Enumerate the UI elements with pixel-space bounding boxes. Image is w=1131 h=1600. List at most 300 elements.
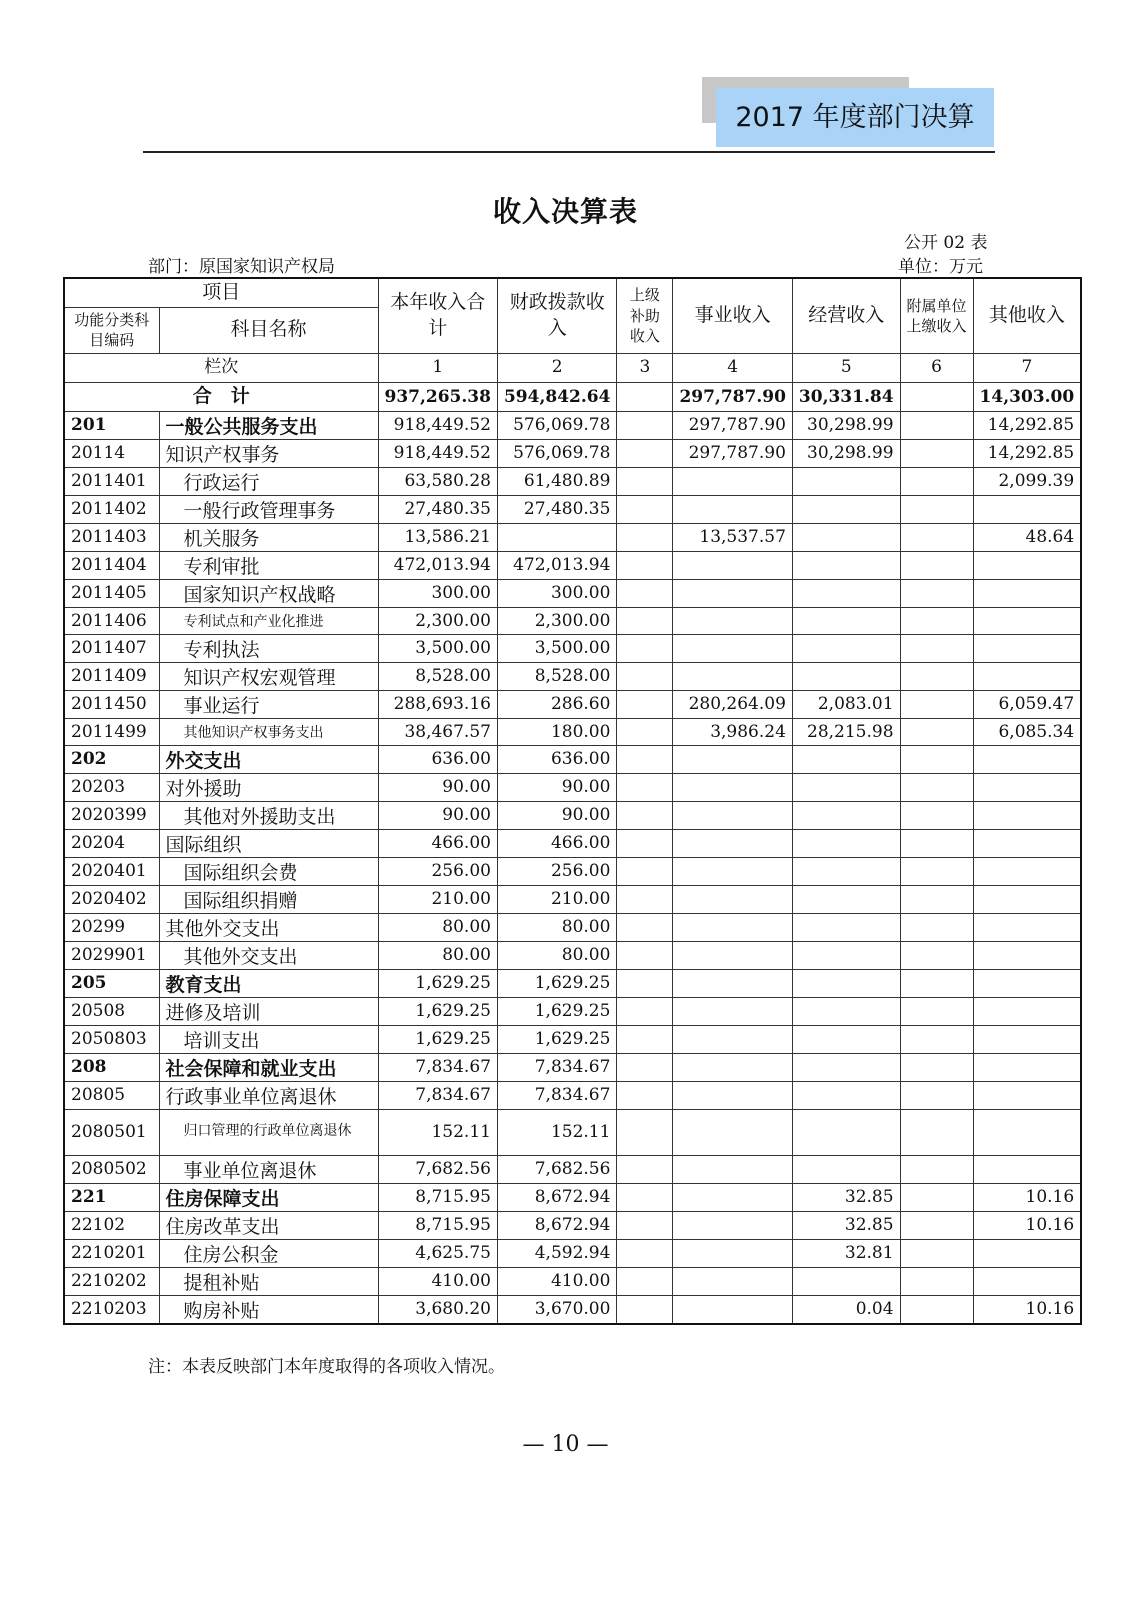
row-cell [792, 913, 900, 941]
row-cell: 13,537.57 [673, 523, 792, 551]
row-cell [792, 551, 900, 579]
row-cell [792, 969, 900, 997]
row-cell: 6,085.34 [973, 718, 1081, 745]
row-cell [900, 634, 973, 662]
row-code: 2020402 [64, 885, 159, 913]
row-cell [673, 885, 792, 913]
table-row [64, 801, 1081, 829]
row-cell [617, 969, 673, 997]
row-cell: 300.00 [378, 579, 497, 607]
row-cell [617, 745, 673, 773]
row-code: 20204 [64, 829, 159, 857]
row-cell [617, 1155, 673, 1183]
row-code: 2011403 [64, 523, 159, 551]
row-cell [900, 607, 973, 634]
total-cell: 297,787.90 [673, 382, 792, 411]
row-cell: 8,672.94 [497, 1211, 616, 1239]
row-name: 提租补贴 [159, 1267, 378, 1295]
row-cell: 2,300.00 [378, 607, 497, 634]
table-row [64, 1239, 1081, 1267]
row-cell: 636.00 [497, 745, 616, 773]
header-rule [143, 151, 995, 153]
row-cell [673, 1155, 792, 1183]
row-code: 2011406 [64, 607, 159, 634]
row-cell: 7,834.67 [378, 1053, 497, 1081]
table-row [64, 1025, 1081, 1053]
row-cell: 472,013.94 [497, 551, 616, 579]
row-name: 行政事业单位离退休 [159, 1081, 378, 1109]
row-cell: 1,629.25 [378, 1025, 497, 1053]
row-cell: 288,693.16 [378, 690, 497, 718]
lanci-num: 5 [792, 353, 900, 382]
row-cell [617, 941, 673, 969]
row-code: 2029901 [64, 941, 159, 969]
total-cell: 937,265.38 [378, 382, 497, 411]
row-name: 机关服务 [159, 523, 378, 551]
table-row [64, 634, 1081, 662]
row-cell [973, 801, 1081, 829]
header-c7: 其他收入 [973, 278, 1081, 353]
header-c6: 附属单位上缴收入 [900, 278, 973, 353]
row-cell [617, 690, 673, 718]
row-cell: 466.00 [497, 829, 616, 857]
row-cell [617, 1053, 673, 1081]
row-cell: 8,528.00 [497, 662, 616, 690]
row-cell [900, 439, 973, 467]
lanci-num: 3 [617, 353, 673, 382]
row-cell: 410.00 [378, 1267, 497, 1295]
row-cell [792, 885, 900, 913]
row-cell: 576,069.78 [497, 439, 616, 467]
row-cell [900, 913, 973, 941]
row-cell [673, 467, 792, 495]
row-cell: 13,586.21 [378, 523, 497, 551]
row-cell: 7,834.67 [497, 1053, 616, 1081]
row-name: 事业单位离退休 [159, 1155, 378, 1183]
row-cell: 3,670.00 [497, 1295, 616, 1324]
table-row [64, 1211, 1081, 1239]
row-cell: 180.00 [497, 718, 616, 745]
row-cell [617, 1211, 673, 1239]
row-cell: 152.11 [378, 1109, 497, 1155]
row-cell [497, 523, 616, 551]
row-cell [900, 1211, 973, 1239]
row-cell [617, 634, 673, 662]
row-cell [617, 885, 673, 913]
row-cell [617, 1109, 673, 1155]
row-code: 20114 [64, 439, 159, 467]
department-label: 部门：原国家知识产权局 [148, 257, 335, 277]
total-cell: 594,842.64 [497, 382, 616, 411]
table-row [64, 745, 1081, 773]
row-cell: 80.00 [378, 913, 497, 941]
row-name: 国际组织 [159, 829, 378, 857]
table-row [64, 1295, 1081, 1324]
row-name: 住房改革支出 [159, 1211, 378, 1239]
row-cell: 918,449.52 [378, 439, 497, 467]
row-cell [973, 829, 1081, 857]
row-cell: 1,629.25 [497, 969, 616, 997]
row-cell: 210.00 [378, 885, 497, 913]
row-cell [900, 829, 973, 857]
row-cell [792, 857, 900, 885]
row-code: 2011405 [64, 579, 159, 607]
row-cell: 4,625.75 [378, 1239, 497, 1267]
row-name: 其他外交支出 [159, 941, 378, 969]
row-cell [617, 607, 673, 634]
page-title: 收入决算表 [492, 195, 638, 228]
table-row [64, 913, 1081, 941]
row-cell [673, 913, 792, 941]
row-cell [900, 801, 973, 829]
row-cell: 6,059.47 [973, 690, 1081, 718]
row-code: 205 [64, 969, 159, 997]
header-c5: 经营收入 [792, 278, 900, 353]
row-cell [673, 579, 792, 607]
header-c4: 事业收入 [673, 278, 792, 353]
row-cell [617, 718, 673, 745]
row-cell [792, 467, 900, 495]
row-cell [973, 1109, 1081, 1155]
row-cell: 1,629.25 [378, 997, 497, 1025]
row-cell: 61,480.89 [497, 467, 616, 495]
row-cell [792, 1081, 900, 1109]
row-cell [673, 1295, 792, 1324]
row-cell [792, 579, 900, 607]
row-cell: 90.00 [497, 801, 616, 829]
table-row [64, 467, 1081, 495]
row-cell [617, 523, 673, 551]
row-cell [792, 1109, 900, 1155]
row-cell [900, 969, 973, 997]
row-cell [900, 1183, 973, 1211]
row-cell [673, 1211, 792, 1239]
row-cell [900, 662, 973, 690]
row-cell [973, 1267, 1081, 1295]
table-row [64, 1155, 1081, 1183]
lanci-num: 1 [378, 353, 497, 382]
row-name: 购房补贴 [159, 1295, 378, 1324]
row-code: 202 [64, 745, 159, 773]
income-table [63, 277, 1082, 1325]
row-cell [792, 662, 900, 690]
lanci-num: 2 [497, 353, 616, 382]
row-cell [673, 969, 792, 997]
lanci-num: 4 [673, 353, 792, 382]
table-row [64, 718, 1081, 745]
row-code: 2011450 [64, 690, 159, 718]
table-row [64, 1183, 1081, 1211]
lanci-num: 7 [973, 353, 1081, 382]
table-row [64, 829, 1081, 857]
row-cell: 152.11 [497, 1109, 616, 1155]
row-name: 事业运行 [159, 690, 378, 718]
row-cell: 7,834.67 [378, 1081, 497, 1109]
row-name: 其他外交支出 [159, 913, 378, 941]
row-cell [973, 1239, 1081, 1267]
row-cell [973, 941, 1081, 969]
row-cell: 576,069.78 [497, 411, 616, 439]
row-cell [973, 1025, 1081, 1053]
row-cell: 466.00 [378, 829, 497, 857]
row-code: 2011401 [64, 467, 159, 495]
total-row [64, 382, 1081, 411]
row-cell [973, 773, 1081, 801]
row-name: 社会保障和就业支出 [159, 1053, 378, 1081]
row-cell: 27,480.35 [378, 495, 497, 523]
lanci-num: 6 [900, 353, 973, 382]
row-code: 20299 [64, 913, 159, 941]
total-cell [617, 382, 673, 411]
row-cell [673, 634, 792, 662]
header-code: 功能分类科目编码 [64, 307, 159, 353]
row-code: 2011499 [64, 718, 159, 745]
table-row [64, 1267, 1081, 1295]
row-cell [900, 523, 973, 551]
row-cell: 472,013.94 [378, 551, 497, 579]
row-cell [673, 1109, 792, 1155]
row-cell: 30,298.99 [792, 439, 900, 467]
header-name: 科目名称 [159, 307, 378, 353]
table-row [64, 662, 1081, 690]
row-cell [900, 411, 973, 439]
table-row [64, 997, 1081, 1025]
table-row [64, 690, 1081, 718]
row-cell [673, 801, 792, 829]
row-name: 进修及培训 [159, 997, 378, 1025]
row-cell [900, 467, 973, 495]
row-cell [792, 1267, 900, 1295]
row-cell: 286.60 [497, 690, 616, 718]
row-code: 221 [64, 1183, 159, 1211]
row-cell [900, 997, 973, 1025]
row-code: 2050803 [64, 1025, 159, 1053]
row-name: 外交支出 [159, 745, 378, 773]
row-name: 归口管理的行政单位离退休 [159, 1109, 378, 1155]
row-cell [617, 857, 673, 885]
row-code: 2210201 [64, 1239, 159, 1267]
row-cell [792, 1053, 900, 1081]
row-cell [792, 941, 900, 969]
row-code: 2020399 [64, 801, 159, 829]
row-name: 一般行政管理事务 [159, 495, 378, 523]
row-cell: 300.00 [497, 579, 616, 607]
row-cell: 80.00 [497, 941, 616, 969]
row-code: 22102 [64, 1211, 159, 1239]
row-cell [617, 997, 673, 1025]
row-cell [792, 523, 900, 551]
row-cell [673, 1239, 792, 1267]
row-cell: 8,672.94 [497, 1183, 616, 1211]
row-cell: 2,099.39 [973, 467, 1081, 495]
row-cell: 90.00 [378, 801, 497, 829]
row-cell [617, 1081, 673, 1109]
row-cell [673, 997, 792, 1025]
row-code: 2011407 [64, 634, 159, 662]
row-cell: 48.64 [973, 523, 1081, 551]
row-cell [617, 1295, 673, 1324]
row-cell [900, 1239, 973, 1267]
row-cell [900, 1025, 973, 1053]
page-number: — 10 — [522, 1432, 609, 1457]
header-item: 项目 [64, 278, 378, 307]
row-cell [792, 607, 900, 634]
row-cell: 3,500.00 [378, 634, 497, 662]
row-cell: 918,449.52 [378, 411, 497, 439]
table-row [64, 523, 1081, 551]
row-cell: 4,592.94 [497, 1239, 616, 1267]
table-row [64, 495, 1081, 523]
row-cell [617, 662, 673, 690]
table-row [64, 969, 1081, 997]
header-c1: 本年收入合计 [378, 278, 497, 353]
row-cell: 80.00 [497, 913, 616, 941]
table-row [64, 1081, 1081, 1109]
row-cell [673, 1267, 792, 1295]
row-name: 对外援助 [159, 773, 378, 801]
header-c2: 财政拨款收入 [497, 278, 616, 353]
row-cell [617, 467, 673, 495]
table-row [64, 773, 1081, 801]
row-cell: 2,300.00 [497, 607, 616, 634]
table-row [64, 1109, 1081, 1155]
row-cell [673, 1025, 792, 1053]
table-note: 注：本表反映部门本年度取得的各项收入情况。 [148, 1357, 505, 1377]
row-cell: 0.04 [792, 1295, 900, 1324]
row-cell: 28,215.98 [792, 718, 900, 745]
row-cell [617, 1183, 673, 1211]
row-cell [792, 997, 900, 1025]
row-name: 住房公积金 [159, 1239, 378, 1267]
row-name: 知识产权宏观管理 [159, 662, 378, 690]
row-cell [673, 662, 792, 690]
row-cell: 27,480.35 [497, 495, 616, 523]
row-cell: 297,787.90 [673, 411, 792, 439]
total-cell [900, 382, 973, 411]
row-cell [617, 1025, 673, 1053]
row-cell: 38,467.57 [378, 718, 497, 745]
row-cell [673, 773, 792, 801]
row-cell [973, 607, 1081, 634]
row-cell [900, 1109, 973, 1155]
lanci-label: 栏次 [64, 353, 378, 382]
row-cell [673, 607, 792, 634]
row-cell [617, 551, 673, 579]
row-cell [617, 1267, 673, 1295]
header-c3: 上级补助收入 [617, 278, 673, 353]
row-cell: 7,682.56 [378, 1155, 497, 1183]
table-row [64, 1053, 1081, 1081]
row-cell [900, 885, 973, 913]
row-name: 国际组织捐赠 [159, 885, 378, 913]
row-cell: 14,292.85 [973, 411, 1081, 439]
row-cell: 32.85 [792, 1211, 900, 1239]
table-row [64, 411, 1081, 439]
row-code: 2210203 [64, 1295, 159, 1324]
row-cell [617, 801, 673, 829]
row-cell [617, 829, 673, 857]
row-cell [973, 745, 1081, 773]
row-cell [900, 773, 973, 801]
row-cell: 1,629.25 [497, 1025, 616, 1053]
row-cell [900, 941, 973, 969]
row-name: 国际组织会费 [159, 857, 378, 885]
row-cell [973, 857, 1081, 885]
row-cell [900, 1155, 973, 1183]
row-cell [973, 551, 1081, 579]
table-row [64, 551, 1081, 579]
row-cell [617, 579, 673, 607]
row-cell: 256.00 [497, 857, 616, 885]
table-row [64, 885, 1081, 913]
row-cell: 1,629.25 [378, 969, 497, 997]
row-cell [673, 551, 792, 579]
table-row [64, 941, 1081, 969]
row-name: 专利审批 [159, 551, 378, 579]
row-cell [617, 1239, 673, 1267]
row-code: 20805 [64, 1081, 159, 1109]
row-cell [792, 801, 900, 829]
row-name: 其他知识产权事务支出 [159, 718, 378, 745]
row-cell: 90.00 [497, 773, 616, 801]
row-cell [973, 662, 1081, 690]
row-cell: 8,715.95 [378, 1211, 497, 1239]
row-cell [673, 1183, 792, 1211]
row-cell: 636.00 [378, 745, 497, 773]
row-cell [973, 913, 1081, 941]
row-cell [973, 1155, 1081, 1183]
table-row [64, 607, 1081, 634]
table-row [64, 439, 1081, 467]
row-code: 2080502 [64, 1155, 159, 1183]
row-cell: 410.00 [497, 1267, 616, 1295]
unit-label: 单位：万元 [898, 257, 983, 277]
total-cell: 30,331.84 [792, 382, 900, 411]
table-row [64, 857, 1081, 885]
row-code: 2011404 [64, 551, 159, 579]
row-cell [792, 495, 900, 523]
row-cell: 14,292.85 [973, 439, 1081, 467]
row-code: 2210202 [64, 1267, 159, 1295]
total-cell: 14,303.00 [973, 382, 1081, 411]
row-cell: 7,834.67 [497, 1081, 616, 1109]
row-cell [792, 1155, 900, 1183]
row-cell: 32.81 [792, 1239, 900, 1267]
row-name: 住房保障支出 [159, 1183, 378, 1211]
row-cell: 1,629.25 [497, 997, 616, 1025]
row-code: 2080501 [64, 1109, 159, 1155]
row-cell [900, 745, 973, 773]
row-cell [973, 969, 1081, 997]
row-name: 行政运行 [159, 467, 378, 495]
row-cell: 256.00 [378, 857, 497, 885]
row-cell: 10.16 [973, 1211, 1081, 1239]
row-cell [792, 745, 900, 773]
row-code: 20203 [64, 773, 159, 801]
row-name: 其他对外援助支出 [159, 801, 378, 829]
row-cell [673, 1081, 792, 1109]
row-name: 一般公共服务支出 [159, 411, 378, 439]
row-cell [617, 439, 673, 467]
row-name: 培训支出 [159, 1025, 378, 1053]
row-cell [900, 579, 973, 607]
row-cell [900, 857, 973, 885]
row-cell [900, 1267, 973, 1295]
row-cell [900, 1081, 973, 1109]
row-name: 国家知识产权战略 [159, 579, 378, 607]
row-cell: 3,986.24 [673, 718, 792, 745]
row-cell: 210.00 [497, 885, 616, 913]
